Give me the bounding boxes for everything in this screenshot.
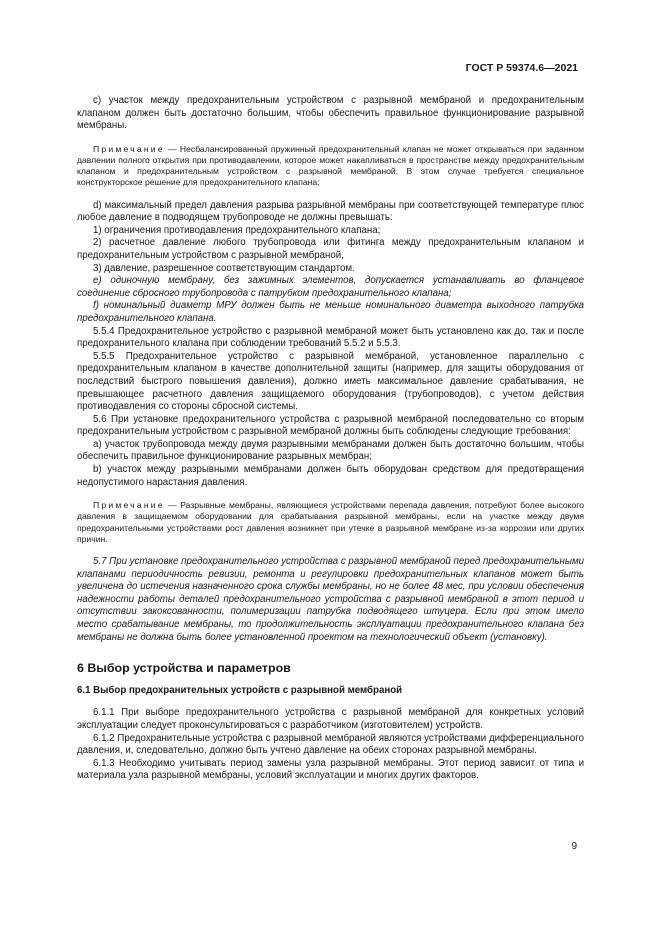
page-number: 9	[571, 841, 577, 852]
list-item-d1	[77, 225, 584, 238]
paragraph-c: с) участок между предохранительным устройством с разрывной мембраной и предохранительным клапаном должен быть достаточно большим, чтобы обеспечить правильное функционирование разрывной мембраны.	[77, 95, 584, 132]
note-label: Примечание	[93, 143, 165, 154]
paragraph-b: b) участок между разрывными мембранами должен быть оборудован средством для предотвращения недопустимого нарастания давления.	[77, 464, 584, 488]
paragraph-6-1-1: 6.1.1 При выборе предохранительного устройства с разрывной мембраной для конкретных условий эксплуатации следует проконсультироваться с разработчиком (изготовителем) устройств.	[77, 707, 584, 731]
document-id: ГОСТ Р 59374.6—2021	[465, 62, 578, 74]
paragraph-5-5-5: 5.5.5 Предохранительное устройство с разрывной мембраной, установленное параллельно с предохранительным клапаном в качестве дополнительной защиты (например, для защиты оборудования от последствий быстрого повышения давления), должно иметь максимальное давление срабатывания, не превышающее расчетного давления защищаемого оборудования (трубопроводов), с учетом действия противодавления со стороны сбросной системы.	[77, 350, 584, 413]
note-text: — Несбалансированный пружинный предохранительный клапан не может открываться при заданном давлении полного открытия при противодавлении, которое может накапливаться в пространстве между предохранительным клапаном и предохранительным устройством с разрывной мембраной. В этом случае требуется специальное конструкторское решение для предохранительного клапана;	[77, 143, 584, 188]
paragraph-a: а) участок трубопровода между двумя разрывными мембранами должен быть достаточно большим, чтобы обеспечить правильное функционирование разрывных мембран;	[77, 438, 584, 463]
note-2	[77, 500, 584, 545]
paragraph-5-6: 5.6 При установке предохранительного устройства с разрывной мембраной последовательно со вторым предохранительным устройством с разрывной мембраной должны быть соблюдены следующие требования:	[77, 413, 584, 438]
paragraph-d: d) максимальный предел давления разрыва разрывной мембраны при соответствующей температуре плюс любое давление в подводящем трубопроводе не должны превышать:	[77, 199, 584, 224]
paragraph-6-1-2: 6.1.2 Предохранительные устройства с разрывной мембраной являются устройствами дифференциального давления, и, следовательно, должно быть учтено давление на обеих сторонах разрывной мембраны.	[77, 732, 584, 757]
list-item-d2: 2) расчетное давление любого трубопровода или фитинга между предохранительным клапаном и предохранительным устройством с разрывной мембраной,	[77, 237, 584, 261]
paragraph-e: е) одиночную мембрану, без зажимных элементов, допускается устанавливать во фланцевое соединение сбросного трубопровода с патрубком предохранительного клапана;	[77, 275, 584, 299]
note-1	[77, 144, 584, 189]
note-text: — Разрывные мембраны, являющиеся устройствами перепада давления, потребуют более высокого давления в защищаемом оборудовании для срабатывания разрывной мембраны, если на участке между двумя предохранительными устройствами рост давления возникнет при утечке в разрывной мембране из-за коррозии или других причин.	[77, 500, 584, 544]
subsection-heading-6-1: 6.1 Выбор предохранительных устройств с разрывной мембраной	[77, 684, 403, 696]
list-item-text: 1) ограничения противодавления предохранительного клапана;	[93, 224, 381, 236]
paragraph-6-1-3: 6.1.3 Необходимо учитывать период замены узла разрывной мембраны. Этот период зависит от типа и материала узла разрывной мембраны, условий эксплуатации и многих других факторов.	[77, 757, 584, 782]
paragraph-f: f) номинальный диаметр МРУ должен быть не меньше номинального диаметра выходного патрубка предохранительного клапана.	[77, 300, 584, 324]
note-label: Примечание	[93, 500, 165, 511]
document-body	[77, 95, 584, 783]
paragraph-5-5-4: 5.5.4 Предохранительное устройство с разрывной мембраной может быть установлено как до, так и после предохранительного клапана при соблюдении требований 5.5.2 и 5.5.3.	[77, 325, 584, 350]
paragraph-5-7: 5.7 При установке предохранительного устройства с разрывной мембраной перед предохранительными клапанами периодичность ревизии, ремонта и регулировки предохранительных клапанов может быть увеличена до истечения назначенного срока службы мембраны, но не более 48 мес, при условии обеспечения надежности работы деталей предохранительного устройства с разрывной мембраной в этот период и отсутствии закоксованности, полимеризации патрубка подводящего штуцера. Если при этом имело место срабатывание мембраны, то продолжительность эксплуатации предохранительного клапана без мембраны не должна быть более установленной проектом на технологический объект (установку).	[77, 556, 584, 643]
list-item-d3: 3) давление, разрешенное соответствующим стандартом.	[93, 262, 355, 274]
section-heading-6: 6 Выбор устройства и параметров	[77, 661, 291, 676]
